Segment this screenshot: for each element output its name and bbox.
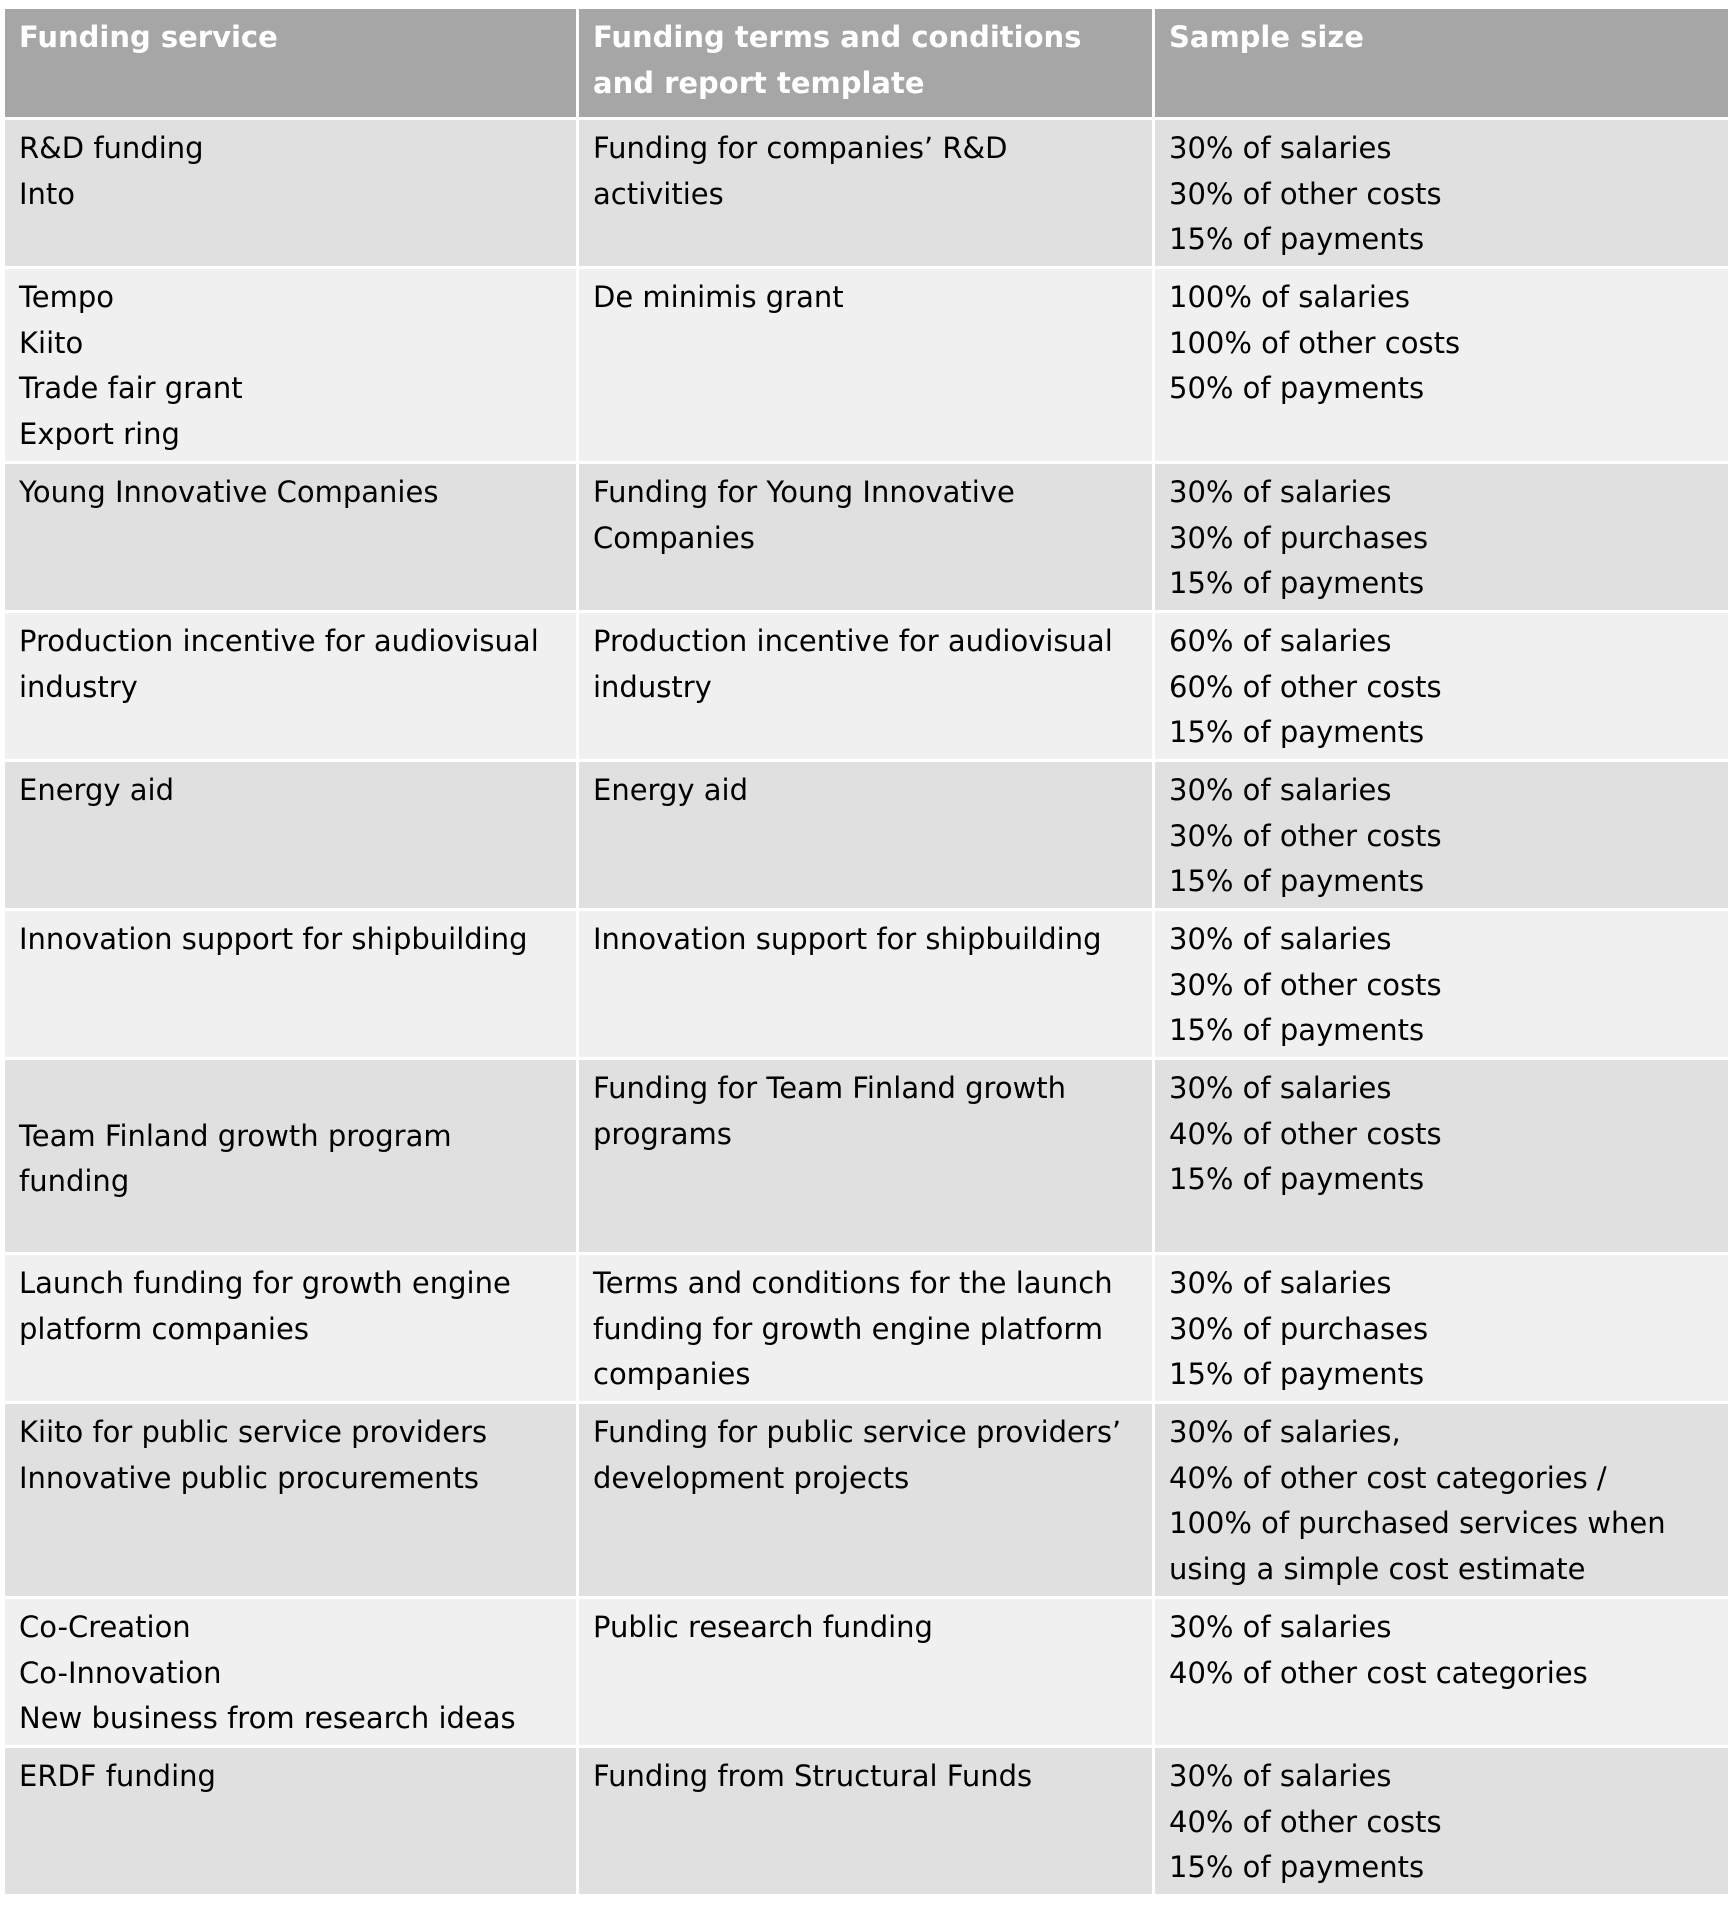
- header-funding-terms: Funding terms and conditions and report template: [578, 8, 1154, 119]
- table-row: [4, 119, 1730, 268]
- sample-size-line: 15% of payments: [1169, 1357, 1425, 1391]
- funding-table: [2, 6, 1731, 1897]
- funding-service-line: Export ring: [19, 416, 180, 451]
- cell-funding-terms: [578, 1254, 1154, 1403]
- funding-service-line: R&D funding: [19, 131, 204, 165]
- funding-service-line: Co-Creation: [19, 1610, 191, 1644]
- table-row: [4, 761, 1730, 910]
- table-row: [4, 1059, 1730, 1254]
- funding-service-line: Launch funding for growth engine platform companies: [19, 1266, 511, 1346]
- sample-size-line: 30% of salaries: [1169, 1071, 1392, 1105]
- cell-funding-terms: [578, 1598, 1154, 1747]
- sample-size-line: 30% of salaries: [1169, 1610, 1392, 1644]
- cell-funding-terms: [578, 1747, 1154, 1896]
- sample-size-line: 15% of payments: [1169, 715, 1425, 749]
- sample-size-line: 30% of other costs: [1169, 176, 1442, 211]
- funding-terms-text: Funding for companies’ R&D activities: [593, 131, 1008, 211]
- cell-sample-size: [1154, 1747, 1730, 1896]
- sample-size-line: 30% of salaries,: [1169, 1415, 1401, 1449]
- cell-funding-service: [4, 1059, 578, 1254]
- sample-size-line: 100% of salaries: [1169, 280, 1410, 314]
- table-row: [4, 1598, 1730, 1747]
- sample-size-line: 100% of purchased services when using a simple cost estimate: [1169, 1506, 1666, 1586]
- sample-size-line: 30% of salaries: [1169, 131, 1392, 165]
- cell-funding-terms: [578, 612, 1154, 761]
- funding-service-line: Production incentive for audiovisual industry: [19, 624, 539, 704]
- funding-service-line: Co-Innovation: [19, 1655, 222, 1690]
- sample-size-line: 40% of other costs: [1169, 1804, 1442, 1839]
- cell-funding-service: [4, 1598, 578, 1747]
- cell-sample-size: [1154, 910, 1730, 1059]
- funding-service-line: Innovative public procurements: [19, 1460, 479, 1495]
- sample-size-line: 30% of salaries: [1169, 922, 1392, 956]
- table-row: [4, 1254, 1730, 1403]
- sample-size-line: 60% of salaries: [1169, 624, 1392, 658]
- funding-terms-text: Funding from Structural Funds: [593, 1759, 1033, 1793]
- table-row: [4, 910, 1730, 1059]
- table-row: [4, 1747, 1730, 1896]
- cell-funding-service: [4, 910, 578, 1059]
- funding-service-line: New business from research ideas: [19, 1701, 516, 1735]
- sample-size-line: 30% of purchases: [1169, 520, 1429, 555]
- cell-funding-service: [4, 1747, 578, 1896]
- cell-funding-service: [4, 761, 578, 910]
- cell-sample-size: [1154, 268, 1730, 463]
- sample-size-line: 50% of payments: [1169, 371, 1425, 405]
- cell-funding-terms: [578, 1059, 1154, 1254]
- funding-service-line: Team Finland growth program funding: [19, 1118, 452, 1198]
- cell-sample-size: [1154, 463, 1730, 612]
- funding-terms-text: Terms and conditions for the launch funding for growth engine platform companies: [593, 1266, 1113, 1391]
- cell-funding-service: [4, 463, 578, 612]
- sample-size-line: 100% of other costs: [1169, 325, 1461, 360]
- cell-funding-service: [4, 1254, 578, 1403]
- funding-service-line: Energy aid: [19, 773, 174, 807]
- funding-service-line: Trade fair grant: [19, 371, 243, 405]
- cell-funding-service: [4, 612, 578, 761]
- sample-size-line: 40% of other cost categories: [1169, 1655, 1588, 1690]
- funding-terms-text: Funding for Young Innovative Companies: [593, 475, 1015, 555]
- funding-service-line: Tempo: [19, 280, 115, 314]
- funding-terms-text: Production incentive for audiovisual industry: [593, 624, 1113, 704]
- table-row: [4, 612, 1730, 761]
- cell-funding-terms: [578, 1403, 1154, 1598]
- cell-sample-size: [1154, 119, 1730, 268]
- cell-sample-size: [1154, 1059, 1730, 1254]
- header-sample-size: Sample size: [1154, 8, 1730, 119]
- cell-funding-service: [4, 119, 578, 268]
- cell-funding-terms: [578, 910, 1154, 1059]
- table-row: [4, 1403, 1730, 1598]
- cell-sample-size: [1154, 612, 1730, 761]
- funding-terms-text: De minimis grant: [593, 280, 844, 314]
- sample-size-line: 15% of payments: [1169, 1162, 1425, 1196]
- sample-size-line: 30% of other costs: [1169, 967, 1442, 1002]
- funding-service-line: Innovation support for shipbuilding: [19, 922, 528, 956]
- table-header-row: [4, 8, 1730, 119]
- sample-size-line: 30% of salaries: [1169, 773, 1392, 807]
- sample-size-line: 15% of payments: [1169, 1850, 1425, 1884]
- header-funding-service: Funding service: [4, 8, 578, 119]
- cell-funding-terms: [578, 761, 1154, 910]
- sample-size-line: 30% of salaries: [1169, 1266, 1392, 1300]
- funding-terms-text: Public research funding: [593, 1610, 933, 1644]
- table-body: [4, 119, 1730, 1896]
- cell-funding-service: [4, 1403, 578, 1598]
- sample-size-line: 30% of other costs: [1169, 818, 1442, 853]
- sample-size-line: 30% of salaries: [1169, 475, 1392, 509]
- sample-size-line: 15% of payments: [1169, 566, 1425, 600]
- funding-service-line: Kiito for public service providers: [19, 1415, 488, 1449]
- sample-size-line: 40% of other cost categories /: [1169, 1460, 1607, 1495]
- table-row: [4, 463, 1730, 612]
- cell-funding-service: [4, 268, 578, 463]
- sample-size-line: 15% of payments: [1169, 222, 1425, 256]
- funding-terms-text: Energy aid: [593, 773, 748, 807]
- cell-sample-size: [1154, 1403, 1730, 1598]
- funding-service-line: Into: [19, 176, 76, 211]
- sample-size-line: 15% of payments: [1169, 1013, 1425, 1047]
- cell-sample-size: [1154, 1598, 1730, 1747]
- sample-size-line: 40% of other costs: [1169, 1116, 1442, 1151]
- funding-terms-text: Funding for Team Finland growth programs: [593, 1071, 1067, 1151]
- sample-size-line: 30% of salaries: [1169, 1759, 1392, 1793]
- funding-terms-text: Funding for public service providers’ development projects: [593, 1415, 1122, 1495]
- cell-sample-size: [1154, 1254, 1730, 1403]
- sample-size-line: 60% of other costs: [1169, 669, 1442, 704]
- cell-funding-terms: [578, 268, 1154, 463]
- table-row: [4, 268, 1730, 463]
- cell-sample-size: [1154, 761, 1730, 910]
- funding-service-line: Kiito: [19, 325, 84, 360]
- cell-funding-terms: [578, 463, 1154, 612]
- sample-size-line: 15% of payments: [1169, 864, 1425, 898]
- funding-service-line: Young Innovative Companies: [19, 475, 439, 509]
- sample-size-line: 30% of purchases: [1169, 1311, 1429, 1346]
- funding-terms-text: Innovation support for shipbuilding: [593, 922, 1102, 956]
- funding-service-line: ERDF funding: [19, 1759, 216, 1793]
- cell-funding-terms: [578, 119, 1154, 268]
